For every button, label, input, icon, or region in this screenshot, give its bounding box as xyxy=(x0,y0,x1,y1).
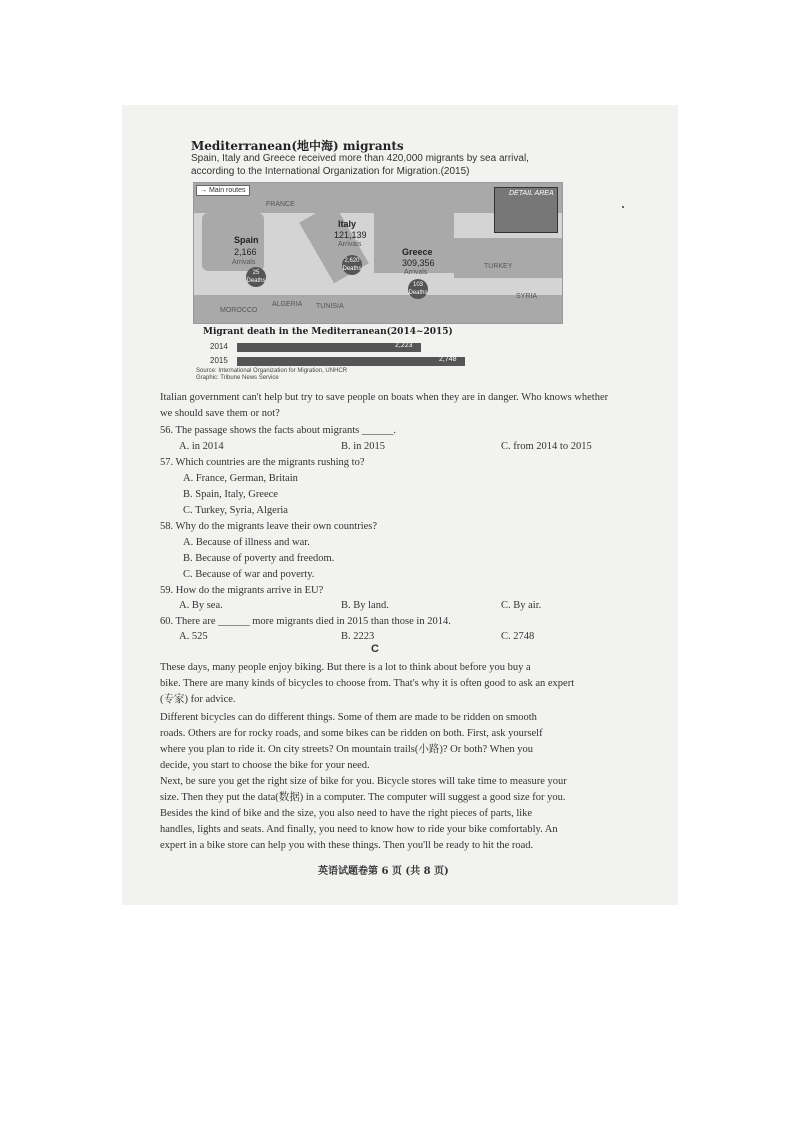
map-label-algeria: ALGERIA xyxy=(272,301,303,308)
passage-c-line: roads. Others are for rocky roads, and some bikes can be ridden on both. First, ask yourself xyxy=(160,728,543,739)
italy-deaths: 2,620 xyxy=(344,258,360,264)
bar-category-label: 2014 xyxy=(210,342,228,351)
q56-option-b: B. in 2015 xyxy=(341,441,386,452)
passage-c-line: Next, be sure you get the right size of bike for you. Bicycle stores will take time to measure your xyxy=(160,776,567,787)
q59-stem: 59. How do the migrants arrive in EU? xyxy=(160,585,324,596)
greece-deaths: 103 xyxy=(412,282,423,288)
q57-option-c: C. Turkey, Syria, Algeria xyxy=(183,505,288,516)
greece-arrivals: 309,356 xyxy=(402,258,435,268)
q58-option-b: B. Because of poverty and freedom. xyxy=(183,553,335,564)
q59-option-c: C. By air. xyxy=(501,600,542,611)
passage-c-line: bike. There are many kinds of bicycles to choose from. That's why it is often good to ask an expert xyxy=(160,678,575,689)
map-label-syria: SYRIA xyxy=(516,293,538,300)
spain-arrivals: 2,166 xyxy=(234,247,257,257)
q58-option-a: A. Because of illness and war. xyxy=(183,537,310,548)
passage-c-line: decide, you start to choose the bike for your need. xyxy=(160,760,370,771)
map-label-morocco: MOROCCO xyxy=(220,307,258,314)
q59-option-b: B. By land. xyxy=(341,600,389,611)
spain-deaths: 25 xyxy=(252,270,260,276)
passage-c-line: expert in a bike store can help you with these things. Then you'll be ready to hit the road. xyxy=(160,840,534,851)
passage-end: Italian government can't help but try to save people on boats when they are in danger. Who knows whether we should save them or not? xyxy=(160,392,609,419)
passage-c-line: These days, many people enjoy biking. But there is a lot to think about before you buy a xyxy=(160,662,531,673)
turkey-land xyxy=(454,238,562,278)
page-footer: 英语试题卷第 6 页 (共 8 页) xyxy=(318,866,449,877)
spain-deaths-bubble xyxy=(246,267,266,287)
bar-category-label: 2015 xyxy=(210,356,228,365)
spain-name: Spain xyxy=(234,235,259,245)
passage-c-line: handles, lights and seats. And finally, you need to know how to ride your bike comfortably. An xyxy=(160,824,558,835)
mediterranean-map xyxy=(193,182,563,324)
q57-option-b: B. Spain, Italy, Greece xyxy=(183,489,278,500)
italy-deaths-label: Deaths xyxy=(342,266,362,272)
map-label-france: FRANCE xyxy=(266,201,295,208)
greece-deaths-bubble xyxy=(408,279,428,299)
map-label-tunisia: TUNISIA xyxy=(316,303,344,310)
italy-arrivals: 121,139 xyxy=(334,230,367,240)
bar-2015 xyxy=(237,357,465,366)
detail-area-label: DETAIL AREA xyxy=(509,190,554,197)
q56-option-a: A. in 2014 xyxy=(179,441,224,452)
speck xyxy=(622,206,624,208)
figure-source xyxy=(196,368,347,382)
greece-arrivals-label: Arrivals xyxy=(404,269,428,276)
q60-option-a: A. 525 xyxy=(179,631,208,642)
passage-c-line: where you plan to ride it. On city streets? On mountain trails(小路)? Or both? When you xyxy=(160,744,534,755)
greece-deaths-label: Deaths xyxy=(408,290,428,296)
q60-stem: 60. There are ______ more migrants died in 2015 than those in 2014. xyxy=(160,616,451,627)
detail-area-inset xyxy=(494,187,558,233)
source-line-2: Graphic: Tribune News Service xyxy=(196,375,279,381)
q57-stem: 57. Which countries are the migrants rushing to? xyxy=(160,457,365,468)
bar-value-label: 2,223 xyxy=(395,342,413,349)
q60-option-b: B. 2223 xyxy=(341,631,375,642)
italy-name: Italy xyxy=(338,219,357,229)
spain-arrivals-label: Arrivals xyxy=(232,259,256,266)
chart-title: Migrant death in the Mediterranean(2014~2015) xyxy=(203,327,453,337)
q58-stem: 58. Why do the migrants leave their own countries? xyxy=(160,521,378,532)
passage-c-line: size. Then they put the data(数据) in a computer. The computer will suggest a good size for you. xyxy=(160,792,566,803)
q60-option-c: C. 2748 xyxy=(501,631,535,642)
q57-option-a: A. France, German, Britain xyxy=(183,473,298,484)
spain-deaths-label: Deaths xyxy=(246,278,266,284)
q58-option-c: C. Because of war and poverty. xyxy=(183,569,315,580)
bar-value-label: 2,748 xyxy=(439,356,457,363)
section-c-heading: C xyxy=(371,643,379,655)
italy-arrivals-label: Arrivals xyxy=(338,241,362,248)
italy-deaths-bubble xyxy=(342,255,362,275)
figure-title: Mediterranean(地中海) migrants xyxy=(191,139,404,153)
bar-2014 xyxy=(237,343,421,352)
map-label-turkey: TURKEY xyxy=(484,263,513,270)
greece-name: Greece xyxy=(402,247,433,257)
q56-option-c: C. from 2014 to 2015 xyxy=(501,441,592,452)
passage-c-line: Different bicycles can do different things. Some of them are made to be ridden on smooth xyxy=(160,712,537,723)
figure-subtitle: Spain, Italy and Greece received more than 420,000 migrants by sea arrival, according to the International Organization for Migration.(2015) xyxy=(191,153,529,177)
q59-option-a: A. By sea. xyxy=(179,600,223,611)
passage-c-line: (专家) for advice. xyxy=(160,694,236,705)
passage-c-line: Besides the kind of bike and the size, you also need to have the right pieces of parts, like xyxy=(160,808,533,819)
map-legend: → Main routes xyxy=(196,185,250,196)
q56-stem: 56. The passage shows the facts about migrants ______. xyxy=(160,425,397,436)
source-line-1: Source: International Organization for Migration, UNHCR xyxy=(196,368,348,374)
